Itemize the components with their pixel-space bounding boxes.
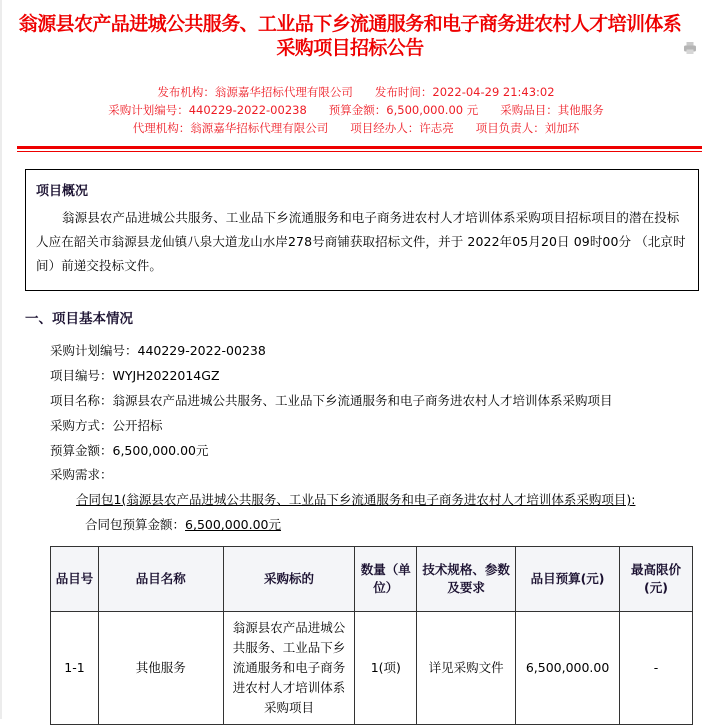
agency-label: 代理机构： [132, 121, 191, 135]
category-value: 其他服务 [557, 103, 604, 117]
page-title: 翁源县农产品进城公共服务、工业品下乡流通服务和电子商务进农村人才培训体系采购项目招标公告 [18, 13, 682, 59]
cell-max-price: - [620, 612, 693, 725]
overview-heading: 项目概况 [36, 184, 89, 199]
category-label: 采购品目： [500, 103, 558, 117]
project-number-line: 项目编号：WYJH2022014GZ [50, 368, 220, 383]
contract-package-link[interactable]: 合同包1(翁源县农产品进城公共服务、工业品下乡流通服务和电子商务进农村人才培训体系采购项目): [76, 492, 636, 507]
cell-specs: 详见采购文件 [417, 612, 516, 725]
handler-label: 项目经办人： [350, 121, 420, 135]
header-divider-thin [17, 151, 702, 152]
col-header-item-budget: 品目预算(元) [516, 547, 620, 612]
cell-quantity: 1(项) [355, 612, 417, 725]
overview-body: 翁源县农产品进城公共服务、工业品下乡流通服务和电子商务进农村人才培训体系采购项目招标项目的潜在投标人应在韶关市翁源县龙仙镇八泉大道龙山水岸278号商铺获取招标文件，并于 2022年05月20日 09时00分 （北京时间）前递交投标文件。 [36, 210, 686, 273]
publish-time-value: 2022-04-29 21:43:02 [432, 85, 555, 99]
col-header-subject: 采购标的 [223, 547, 355, 612]
agency-value: 翁源嘉华招标代理有限公司 [190, 121, 329, 135]
plan-no-label: 采购计划编号： [108, 103, 189, 117]
col-header-item-name: 品目名称 [98, 547, 223, 612]
manager-value: 刘加环 [544, 121, 580, 135]
publish-time-label: 发布时间： [374, 85, 433, 99]
meta-row-agency [0, 120, 712, 136]
table-header-row [51, 547, 693, 612]
meta-row-plan [0, 102, 712, 118]
publisher-label: 发布机构： [157, 85, 215, 99]
procurement-items-table [50, 546, 693, 725]
col-header-item-no: 品目号 [51, 547, 99, 612]
package-budget-value: 6,500,000.00元 [185, 517, 282, 532]
budget-value: 6,500,000.00 元 [386, 103, 479, 117]
manager-label: 项目负责人： [475, 121, 545, 135]
project-name-line: 项目名称：翁源县农产品进城公共服务、工业品下乡流通服务和电子商务进农村人才培训体系采购项目 [50, 393, 613, 408]
cell-item-no: 1-1 [51, 612, 99, 725]
section-heading-basic-info: 一、项目基本情况 [25, 311, 133, 327]
procurement-demand-label: 采购需求： [50, 467, 113, 482]
publisher-value: 翁源嘉华招标代理有限公司 [214, 85, 353, 99]
cell-item-budget: 6,500,000.00 [516, 612, 620, 725]
package-budget-line [85, 516, 281, 534]
header-divider-thick [17, 146, 702, 149]
col-header-max-price: 最高限价(元) [620, 547, 693, 612]
plan-number-line: 采购计划编号：440229-2022-00238 [50, 343, 266, 358]
package-budget-label: 合同包预算金额： [85, 517, 186, 532]
col-header-specs: 技术规格、参数及要求 [417, 547, 516, 612]
cell-item-name: 其他服务 [98, 612, 223, 725]
budget-line: 预算金额：6,500,000.00元 [50, 443, 209, 458]
plan-no-value: 440229-2022-00238 [188, 103, 307, 117]
meta-row-publisher [0, 84, 712, 100]
table-row [51, 612, 693, 725]
col-header-quantity: 数量（单位） [355, 547, 417, 612]
procurement-method-line: 采购方式：公开招标 [50, 418, 163, 433]
handler-value: 许志亮 [419, 121, 454, 135]
print-icon[interactable] [683, 41, 697, 55]
cell-subject: 翁源县农产品进城公共服务、工业品下乡流通服务和电子商务进农村人才培训体系采购项目 [223, 612, 355, 725]
project-overview-box [25, 169, 699, 291]
budget-label: 预算金额： [328, 103, 387, 117]
